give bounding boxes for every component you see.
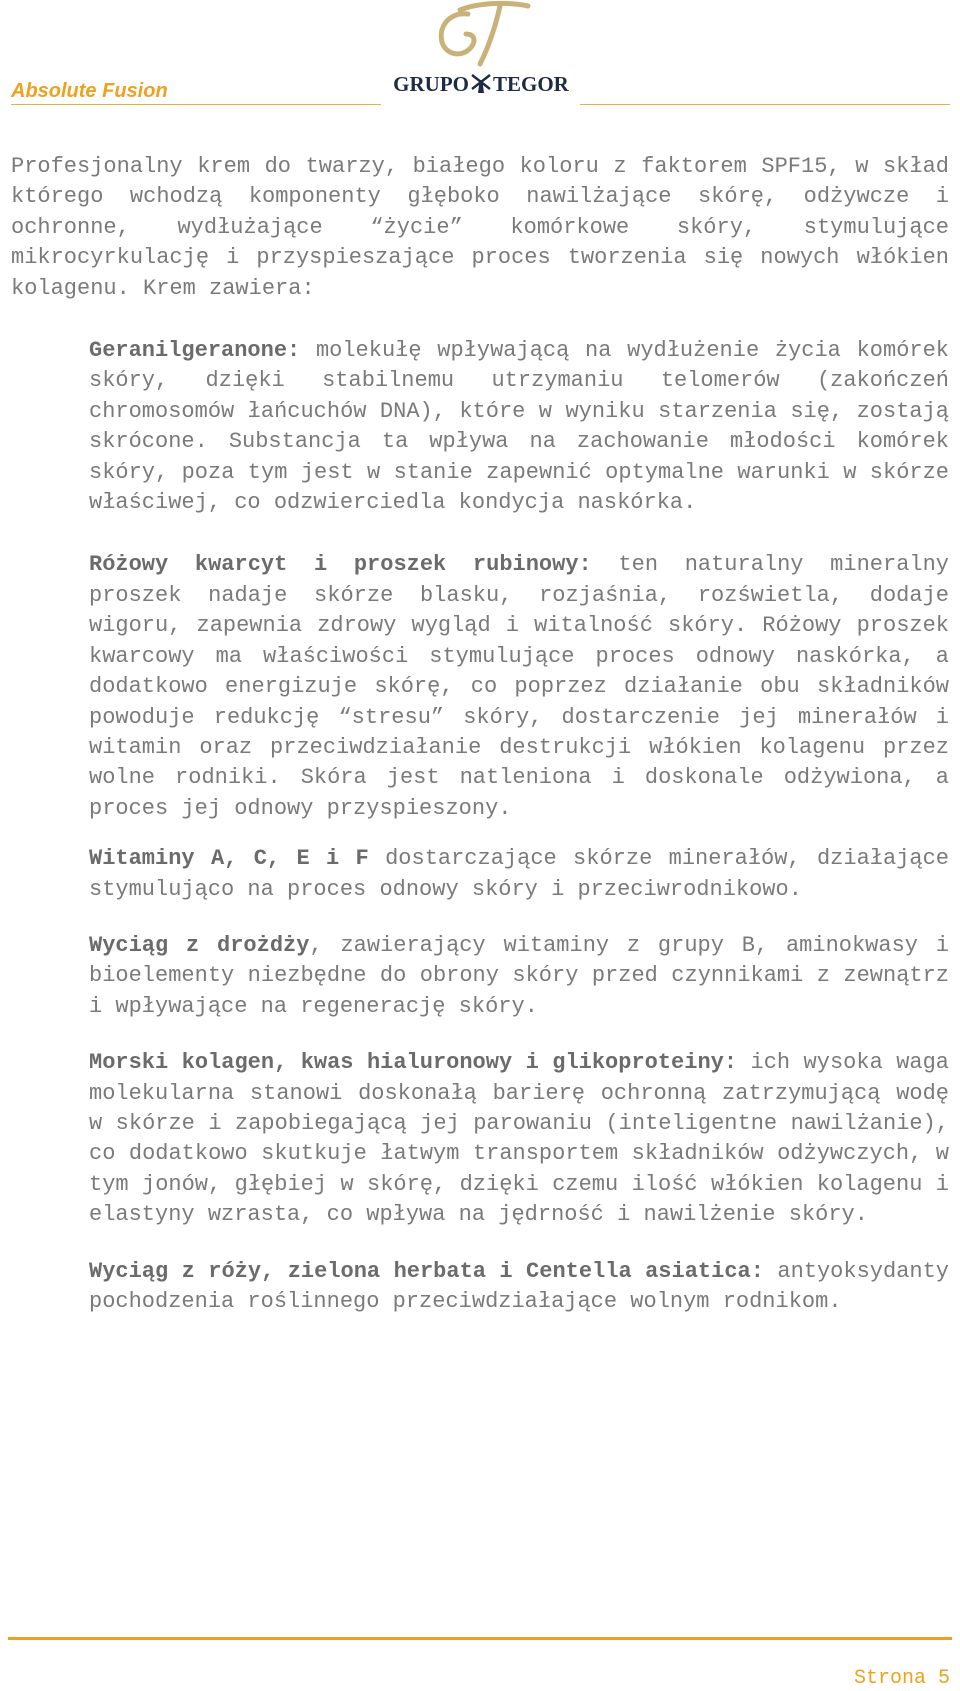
- page-header: [0, 0, 960, 110]
- grupo-tegor-monogram-logo: [420, 0, 540, 70]
- ingredient-description: ten naturalny mineralny proszek nadaje skórze blasku, rozjaśnia, rozświetla, dodaje wigoru, zapewnia zdrowy wygląd i witalność skóry. Różowy proszek kwarcowy ma właściwości stymulujące proces odnowy naskórka, a dodatkowo energizuje skórę, co poprzez działanie obu składników powoduje redukcję “stresu” skóry, dostarczenie jej minerałów i witamin oraz przeciwdziałanie destrukcji włókien kolagenu przez wolne rodniki. Skóra jest natleniona i doskonale odżywiona, a proces jej odnowy przyspieszony.: [89, 552, 950, 821]
- ingredient-description: ich wysoka waga molekularna stanowi doskonałą barierę ochronną zatrzymującą wodę w skórze i zapobiegającą jej parowaniu (inteligentne nawilżanie), co dodatkowo skutkuje łatwym transportem składników odżywczych, w tym jonów, głębiej w skórę, dzięki czemu ilość włókien kolagenu i elastyny wzrasta, co wpływa na jędrność i nawilżenie skóry.: [89, 1050, 950, 1228]
- ingredient-description: dostarczające skórze minerałów, działające stymulująco na proces odnowy skóry i przeciwrodnikowo.: [89, 846, 949, 902]
- ingredient-term: Wyciąg z drożdży: [89, 932, 310, 958]
- ingredient-paragraph-vitamins: [89, 844, 949, 905]
- intro-paragraph: Profesjonalny krem do twarzy, białego koloru z faktorem SPF15, w skład którego wchodzą komponenty głęboko nawilżające skórę, odżywcze i ochronne, wydłużające “życie” komórkowe skóry, stymulujące mikrocyrkulację i przyspieszające proces tworzenia się nowych włókien kolagenu. Krem zawiera:: [11, 154, 949, 301]
- header-rule-right: [580, 104, 950, 105]
- windmill-icon: [469, 72, 493, 94]
- ingredient-term: Różowy kwarcyt i proszek rubinowy:: [89, 552, 592, 578]
- ingredient-description: antyoksydanty pochodzenia roślinnego przeciwdziałające wolnym rodnikom.: [89, 1258, 949, 1314]
- ingredient-description: , zawierający witaminy z grupy B, aminokwasy i bioelementy niezbędne do obrony skóry przed czynnikami z zewnątrz i wpływające na regenerację skóry.: [89, 932, 949, 1019]
- footer-rule: [8, 1637, 952, 1640]
- ingredient-paragraph-geranilgeranone: [89, 336, 949, 518]
- ingredient-description: molekułę wpływającą na wydłużenie życia komórek skóry, dzięki stabilnemu utrzymaniu telomerów (zakończeń chromosomów łańcuchów DNA), które w wyniku starzenia się, zostają skrócone. Substancja ta wpływa na zachowanie młodości komórek skóry, poza tym jest w stanie zapewnić optymalne warunki w skórze właściwej, co odzwierciedla kondycja naskórka.: [89, 338, 949, 516]
- page-number: Strona 5: [853, 1667, 950, 1690]
- brand-name: Absolute Fusion: [11, 80, 168, 102]
- ingredient-paragraph-collagen: [89, 1048, 949, 1230]
- document-body: [11, 152, 949, 1317]
- ingredient-term: Morski kolagen, kwas hialuronowy i glikoproteiny:: [89, 1050, 738, 1076]
- header-rule-left: [11, 104, 381, 105]
- logo-text-right: TEGOR: [492, 72, 569, 96]
- ingredient-paragraph-yeast: [89, 931, 949, 1022]
- ingredient-paragraph-rose-extract: [89, 1257, 949, 1318]
- ingredient-paragraph-rose-quartz: [89, 550, 949, 824]
- ingredient-term: Wyciąg z róży, zielona herbata i Centella asiatica:: [89, 1258, 764, 1284]
- grupo-tegor-wordmark: [386, 72, 576, 97]
- ingredient-term: Witaminy A, C, E i F: [89, 846, 369, 872]
- logo-text-left: GRUPO: [393, 72, 469, 96]
- ingredient-term: Geranilgeranone:: [89, 338, 301, 364]
